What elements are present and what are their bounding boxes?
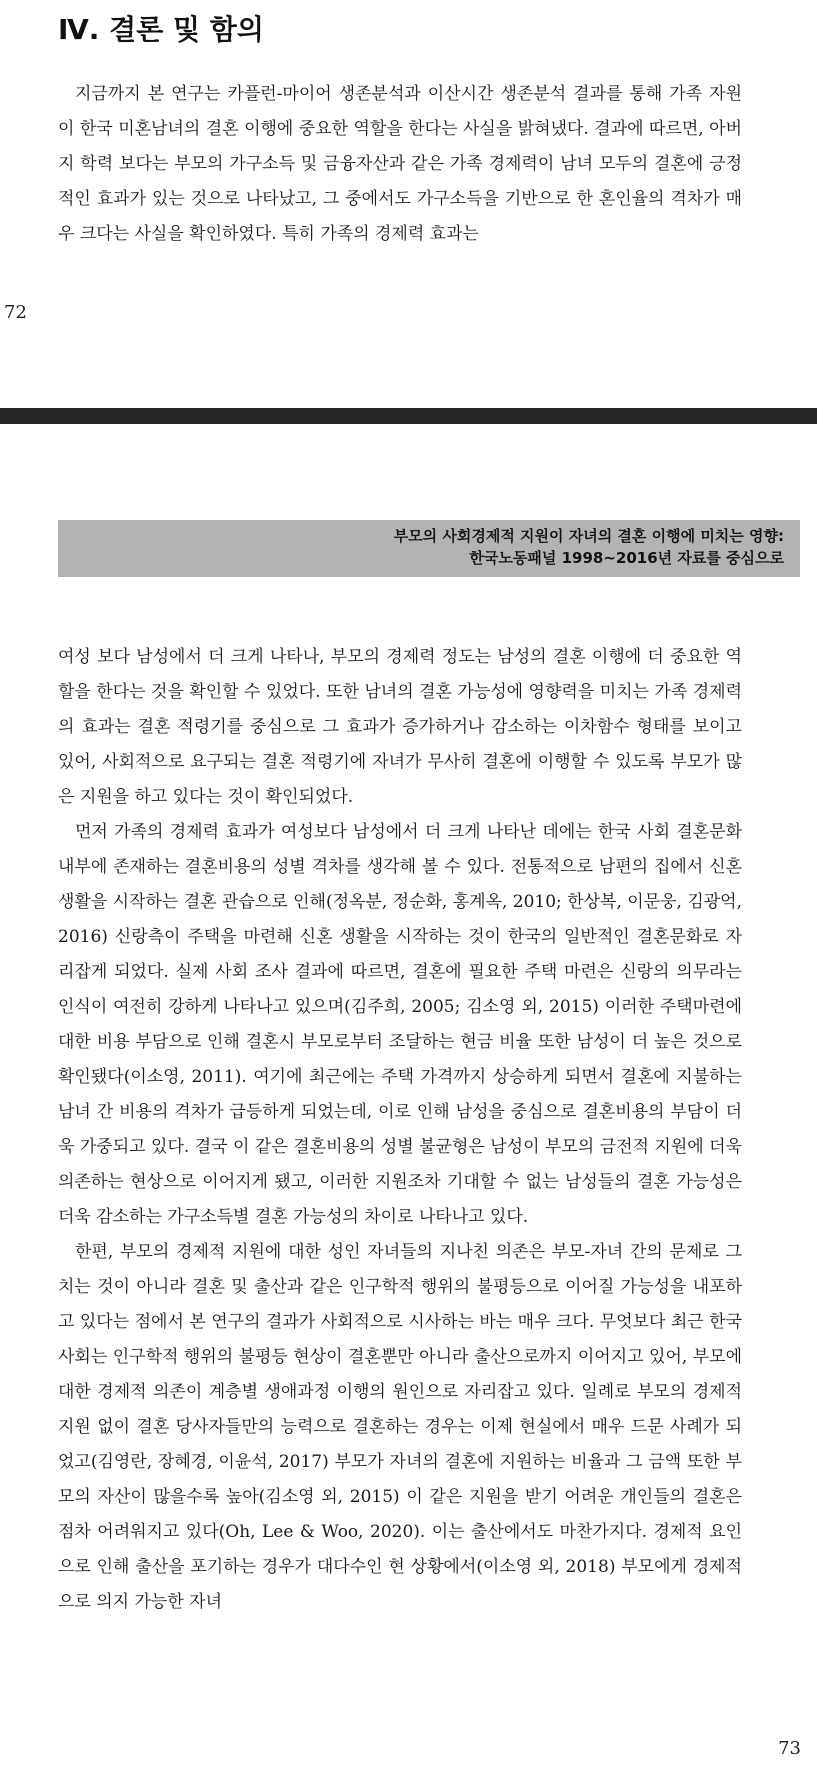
running-header — [58, 520, 800, 577]
page-divider — [0, 408, 817, 424]
running-header-line-2: 한국노동패널 1998~2016년 자료를 중심으로 — [469, 549, 784, 567]
paragraph: 지금까지 본 연구는 카플런-마이어 생존분석과 이산시간 생존분석 결과를 통해 가족 자원이 한국 미혼남녀의 결혼 이행에 중요한 역할을 한다는 사실을 밝혀냈다. 결과에 따르면, 아버지 학력 보다는 부모의 가구소득 및 금융자산과 같은 가족 경제력이 남녀 모두의 결혼에 긍정적인 효과가 있는 것으로 나타났고, 그 중에서도 가구소득을 기반으로 한 혼인율의 격차가 매우 크다는 사실을 확인하였다. 특히 가족의 경제력 효과는 — [58, 84, 742, 244]
paragraph: 먼저 가족의 경제력 효과가 여성보다 남성에서 더 크게 나타난 데에는 한국 사회 결혼문화 내부에 존재하는 결혼비용의 성별 격차를 생각해 볼 수 있다. 전통적으로 남편의 집에서 신혼 생활을 시작하는 결혼 관습으로 인해(정옥분, 정순화, 홍계옥, 2010; 한상복, 이문웅, 김광억, 2016) 신랑측이 주택을 마련해 신혼 생활을 시작하는 것이 한국의 일반적인 결혼문화로 자리잡게 되었다. 실제 사회 조사 결과에 따르면, 결혼에 필요한 주택 마련은 신랑의 의무라는 인식이 여전히 강하게 나타나고 있으며(김주희, 2005; 김소영 외, 2015) 이러한 주택마련에 대한 비용 부담으로 인해 결혼시 부모로부터 조달하는 현금 비율 또한 남성이 더 높은 것으로 확인됐다(이소영, 2011). 여기에 최근에는 주택 가격까지 상승하게 되면서 결혼에 지불하는 남녀 간 비용의 격차가 급등하게 되었는데, 이로 인해 남성을 중심으로 결혼비용의 부담이 더욱 가중되고 있다. 결국 이 같은 결혼비용의 성별 불균형은 남성이 부모의 금전적 지원에 더욱 의존하는 현상으로 이어지게 됐고, 이러한 지원조차 기대할 수 없는 남성들의 결혼 가능성은 더욱 감소하는 가구소득별 결혼 가능성의 차이로 나타나고 있다. — [58, 822, 743, 1227]
page-number-right: 73 — [778, 1738, 801, 1759]
paragraph: 한편, 부모의 경제적 지원에 대한 성인 자녀들의 지나친 의존은 부모-자녀 간의 문제로 그치는 것이 아니라 결혼 및 출산과 같은 인구학적 행위의 불평등으로 이어질 가능성을 내포하고 있다는 점에서 본 연구의 결과가 사회적으로 시사하는 바는 매우 크다. 무엇보다 최근 한국 사회는 인구학적 행위의 불평등 현상이 결혼뿐만 아니라 출산으로까지 이어지고 있어, 부모에 대한 경제적 의존이 계층별 생애과정 이행의 원인으로 자리잡고 있다. 일례로 부모의 경제적 지원 없이 결혼 당사자들만의 능력으로 결혼하는 경우는 이제 현실에서 매우 드문 사례가 되었고(김영란, 장혜경, 이윤석, 2017) 부모가 자녀의 결혼에 지원하는 비율과 그 금액 또한 부모의 자산이 많을수록 높아(김소영 외, 2015) 이 같은 지원을 받기 어려운 개인들의 결혼은 점차 어려워지고 있다(Oh, Lee & Woo, 2020). 이는 출산에서도 마찬가지다. 경제적 요인으로 인해 출산을 포기하는 경우가 대다수인 현 상황에서(이소영 외, 2018) 부모에게 경제적으로 의지 가능한 자녀 — [58, 1242, 742, 1612]
body-text-top — [58, 77, 742, 252]
section-title: Ⅳ. 결론 및 함의 — [58, 13, 264, 46]
paragraph: 여성 보다 남성에서 더 크게 나타나, 부모의 경제력 정도는 남성의 결혼 이행에 더 중요한 역할을 한다는 것을 확인할 수 있었다. 또한 남녀의 결혼 가능성에 영향력을 미치는 가족 경제력의 효과는 결혼 적령기를 중심으로 그 효과가 증가하거나 감소하는 이차함수 형태를 보이고 있어, 사회적으로 요구되는 결혼 적령기에 자녀가 무사히 결혼에 이행할 수 있도록 부모가 많은 지원을 하고 있다는 것이 확인되었다. — [58, 647, 742, 807]
running-header-line-1: 부모의 사회경제적 지원이 자녀의 결혼 이행에 미치는 영향: — [393, 527, 784, 545]
page-number-left: 72 — [4, 302, 27, 323]
body-text-main — [58, 640, 742, 1620]
